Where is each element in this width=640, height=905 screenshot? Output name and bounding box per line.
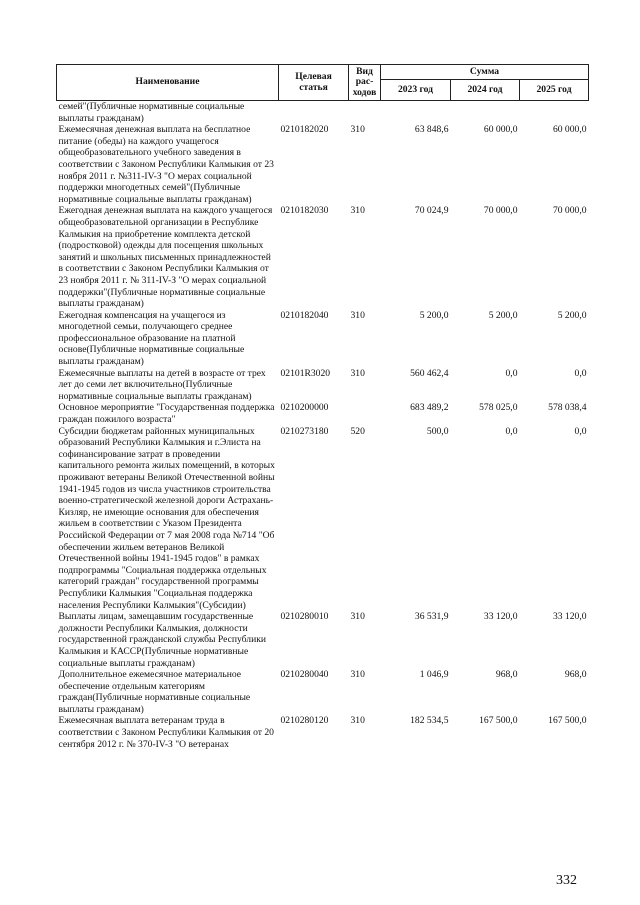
row-name: Дополнительное ежемесячное материальное обеспечение отдельным категориям граждан(Публичные нормативные социальные выплаты гражданам)	[58, 669, 251, 715]
row-code	[279, 101, 349, 125]
header-target-article: Целевая статья	[279, 65, 349, 101]
table-row	[57, 310, 589, 368]
row-value-2023: 500,0	[426, 425, 449, 437]
header-expense-type: Вид рас-ходов	[349, 65, 381, 101]
row-value-2023: 5 200,0	[419, 309, 449, 321]
row-value-2025: 167 500,0	[548, 715, 587, 727]
row-value-2025: 578 038,4	[548, 402, 587, 414]
row-name: Ежегодная денежная выплата на каждого учащегося общеобразовательной организации в Республике Калмыкия на приобретение комплекта детской (подростковой) одежды для посещения школьных занятий и школьных письменных принадлежностей в соответствии с Законом Республики Калмыкия от 23 ноября 2011 г. № 311-IV-З "О мерах социальной поддержки"(Публичные нормативные социальные выплаты гражданам)	[58, 205, 273, 310]
row-expense-type: 310	[350, 367, 365, 379]
row-name: Ежемесячная денежная выплата на бесплатное питание (обеды) на каждого учащегося общеобразовательного учебного заведения в соответствии с Законом Республики Калмыкия от 23 ноября 2011 г. №311-IV-З "О мерах социальной поддержки многодетных семей"(Публичные нормативные социальные выплаты гражданам)	[58, 124, 274, 205]
header-year-2023: 2023 год	[381, 80, 451, 101]
row-value-2024: 578 025,0	[479, 402, 518, 414]
row-value-2025: 968,0	[564, 669, 587, 681]
row-value-2024: 0,0	[505, 367, 518, 379]
row-expense-type: 310	[350, 124, 365, 136]
row-value-2023: 63 848,6	[414, 124, 449, 136]
row-name: Ежегодная компенсация на учащегося из многодетной семьи, получающего среднее профессиональное образование на платной основе(Публичные нормативные социальные выплаты гражданам)	[58, 309, 245, 368]
page-number: 332	[556, 873, 577, 888]
row-name: Субсидии бюджетам районных муниципальных образований Республики Калмыкия и г.Элиста на софинансирование затрат в проведении капитального ремонта жилых помещений, в которых проживают ветераны Великой Отечественной войны 1941-1945 годов из числа участников строительства военно-стратегической железной дороги Астрахань-Кизляр, не имеющие основания для обеспечения жильем в соответствии с Указом Президента Российской Федерации от 7 мая 2008 года №714 "Об обеспечении жильем ветеранов Великой Отечественной войны 1941-1945 годов" в рамках подпрограммы "Социальная поддержка отдельных категорий граждан" государственной программы Республики Калмыкия "Социальная поддержка населения Республики Калмыкия"(Субсидии)	[58, 425, 275, 611]
row-name: семей"(Публичные нормативные социальные выплаты гражданам)	[58, 101, 245, 124]
row-name: Выплаты лицам, замещавшим государственные должности Республики Калмыкия, должности государственной гражданской службы Республики Калмыкия и КАССР(Публичные нормативные социальные выплаты гражданам)	[58, 611, 266, 669]
row-expense-type: 310	[350, 669, 365, 681]
table-row	[57, 611, 589, 669]
row-code: 0210200000	[280, 402, 329, 414]
row-value-2025: 33 120,0	[552, 611, 587, 623]
table-body	[57, 101, 589, 751]
table-row	[57, 402, 589, 425]
row-code: 0210280120	[280, 715, 329, 727]
row-expense-type: 310	[350, 611, 365, 623]
table-row	[57, 205, 589, 309]
table-row	[57, 715, 589, 750]
row-code: 0210273180	[280, 425, 329, 437]
row-name: Ежемесячные выплаты на детей в возрасте от трех лет до семи лет включительно(Публичные нормативные социальные выплаты гражданам)	[58, 367, 266, 402]
row-expense-type	[349, 402, 381, 425]
row-expense-type: 310	[350, 715, 365, 727]
header-year-2025: 2025 год	[520, 80, 589, 101]
table-row	[57, 124, 589, 205]
row-code: 02101R3020	[280, 367, 331, 379]
row-value-2025	[520, 101, 589, 125]
table-row	[57, 368, 589, 403]
row-value-2024: 33 120,0	[483, 611, 518, 623]
row-value-2024: 0,0	[505, 425, 518, 437]
row-code: 0210182030	[280, 205, 329, 217]
row-value-2024: 167 500,0	[479, 715, 518, 727]
row-code: 0210280040	[280, 669, 329, 681]
row-value-2023: 36 531,9	[414, 611, 449, 623]
row-value-2023	[381, 101, 451, 125]
header-sum: Сумма	[381, 65, 589, 80]
row-code: 0210280010	[280, 611, 329, 623]
row-expense-type: 520	[350, 425, 365, 437]
row-value-2023: 182 534,5	[410, 715, 449, 727]
table-row	[57, 426, 589, 612]
row-expense-type	[349, 101, 381, 125]
row-name: Ежемесячная выплата ветеранам труда в соответствии с Законом Республики Калмыкия от 20 сентября 2012 г. № 370-IV-З "О ветеранах	[58, 715, 274, 750]
table-row	[57, 669, 589, 715]
row-value-2025: 5 200,0	[557, 309, 587, 321]
row-expense-type: 310	[350, 205, 365, 217]
header-year-2024: 2024 год	[451, 80, 520, 101]
row-value-2024: 60 000,0	[483, 124, 518, 136]
row-value-2023: 1 046,9	[419, 669, 449, 681]
row-value-2024	[451, 101, 520, 125]
row-value-2024: 5 200,0	[488, 309, 518, 321]
header-name: Наименование	[57, 65, 279, 101]
row-value-2025: 0,0	[574, 425, 587, 437]
row-value-2023: 70 024,9	[414, 205, 449, 217]
row-expense-type: 310	[350, 309, 365, 321]
row-value-2025: 70 000,0	[552, 205, 587, 217]
row-value-2024: 70 000,0	[483, 205, 518, 217]
row-name: Основное мероприятие "Государственная поддержка граждан пожилого возраста"	[58, 402, 275, 426]
row-value-2024: 968,0	[495, 669, 518, 681]
table-row	[57, 101, 589, 125]
row-code: 0210182020	[280, 124, 329, 136]
row-value-2023: 683 489,2	[410, 402, 449, 414]
row-value-2025: 60 000,0	[552, 124, 587, 136]
row-value-2023: 560 462,4	[410, 367, 449, 379]
table-header	[57, 65, 589, 101]
budget-table	[56, 64, 589, 750]
row-code: 0210182040	[280, 309, 329, 321]
row-value-2025: 0,0	[574, 367, 587, 379]
